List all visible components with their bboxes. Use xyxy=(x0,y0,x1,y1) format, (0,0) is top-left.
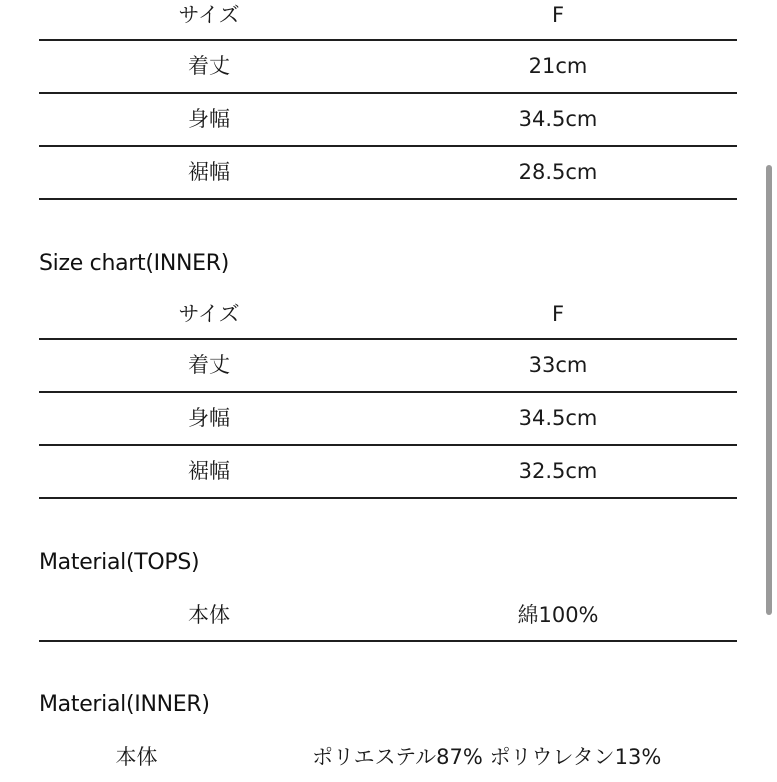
table-row xyxy=(39,93,737,146)
table-row xyxy=(39,392,737,445)
table-row xyxy=(39,339,737,392)
size-header-value: F xyxy=(379,290,737,339)
material-tops-title: Material(TOPS) xyxy=(39,550,200,575)
row-value: 34.5cm xyxy=(379,392,737,445)
material-tops-row xyxy=(39,588,737,642)
size-chart-inner-table xyxy=(39,290,737,499)
material-label: 本体 xyxy=(188,603,230,627)
table-header-row xyxy=(39,0,737,40)
table-row xyxy=(39,40,737,93)
row-label: 裾幅 xyxy=(39,146,379,199)
scrollbar-thumb[interactable] xyxy=(766,165,772,615)
material-inner-title: Material(INNER) xyxy=(39,692,210,717)
row-value: 34.5cm xyxy=(379,93,737,146)
material-inner-row xyxy=(39,730,737,782)
row-value: 33cm xyxy=(379,339,737,392)
row-value: 21cm xyxy=(379,40,737,93)
material-value: ポリエステル87% ポリウレタン13% xyxy=(312,745,662,769)
table-row xyxy=(39,445,737,498)
material-value: 綿100% xyxy=(517,603,599,627)
row-label: 裾幅 xyxy=(39,445,379,498)
row-value: 28.5cm xyxy=(379,146,737,199)
size-header-label: サイズ xyxy=(39,290,379,339)
table-row xyxy=(39,146,737,199)
row-label: 身幅 xyxy=(39,93,379,146)
size-chart-inner-title: Size chart(INNER) xyxy=(39,251,229,276)
size-header-value: F xyxy=(379,0,737,40)
row-value: 32.5cm xyxy=(379,445,737,498)
material-label: 本体 xyxy=(115,745,158,769)
row-label: 身幅 xyxy=(39,392,379,445)
size-chart-outer-table xyxy=(39,0,737,200)
size-header-label: サイズ xyxy=(39,0,379,40)
table-header-row xyxy=(39,290,737,339)
row-label: 着丈 xyxy=(39,40,379,93)
row-label: 着丈 xyxy=(39,339,379,392)
